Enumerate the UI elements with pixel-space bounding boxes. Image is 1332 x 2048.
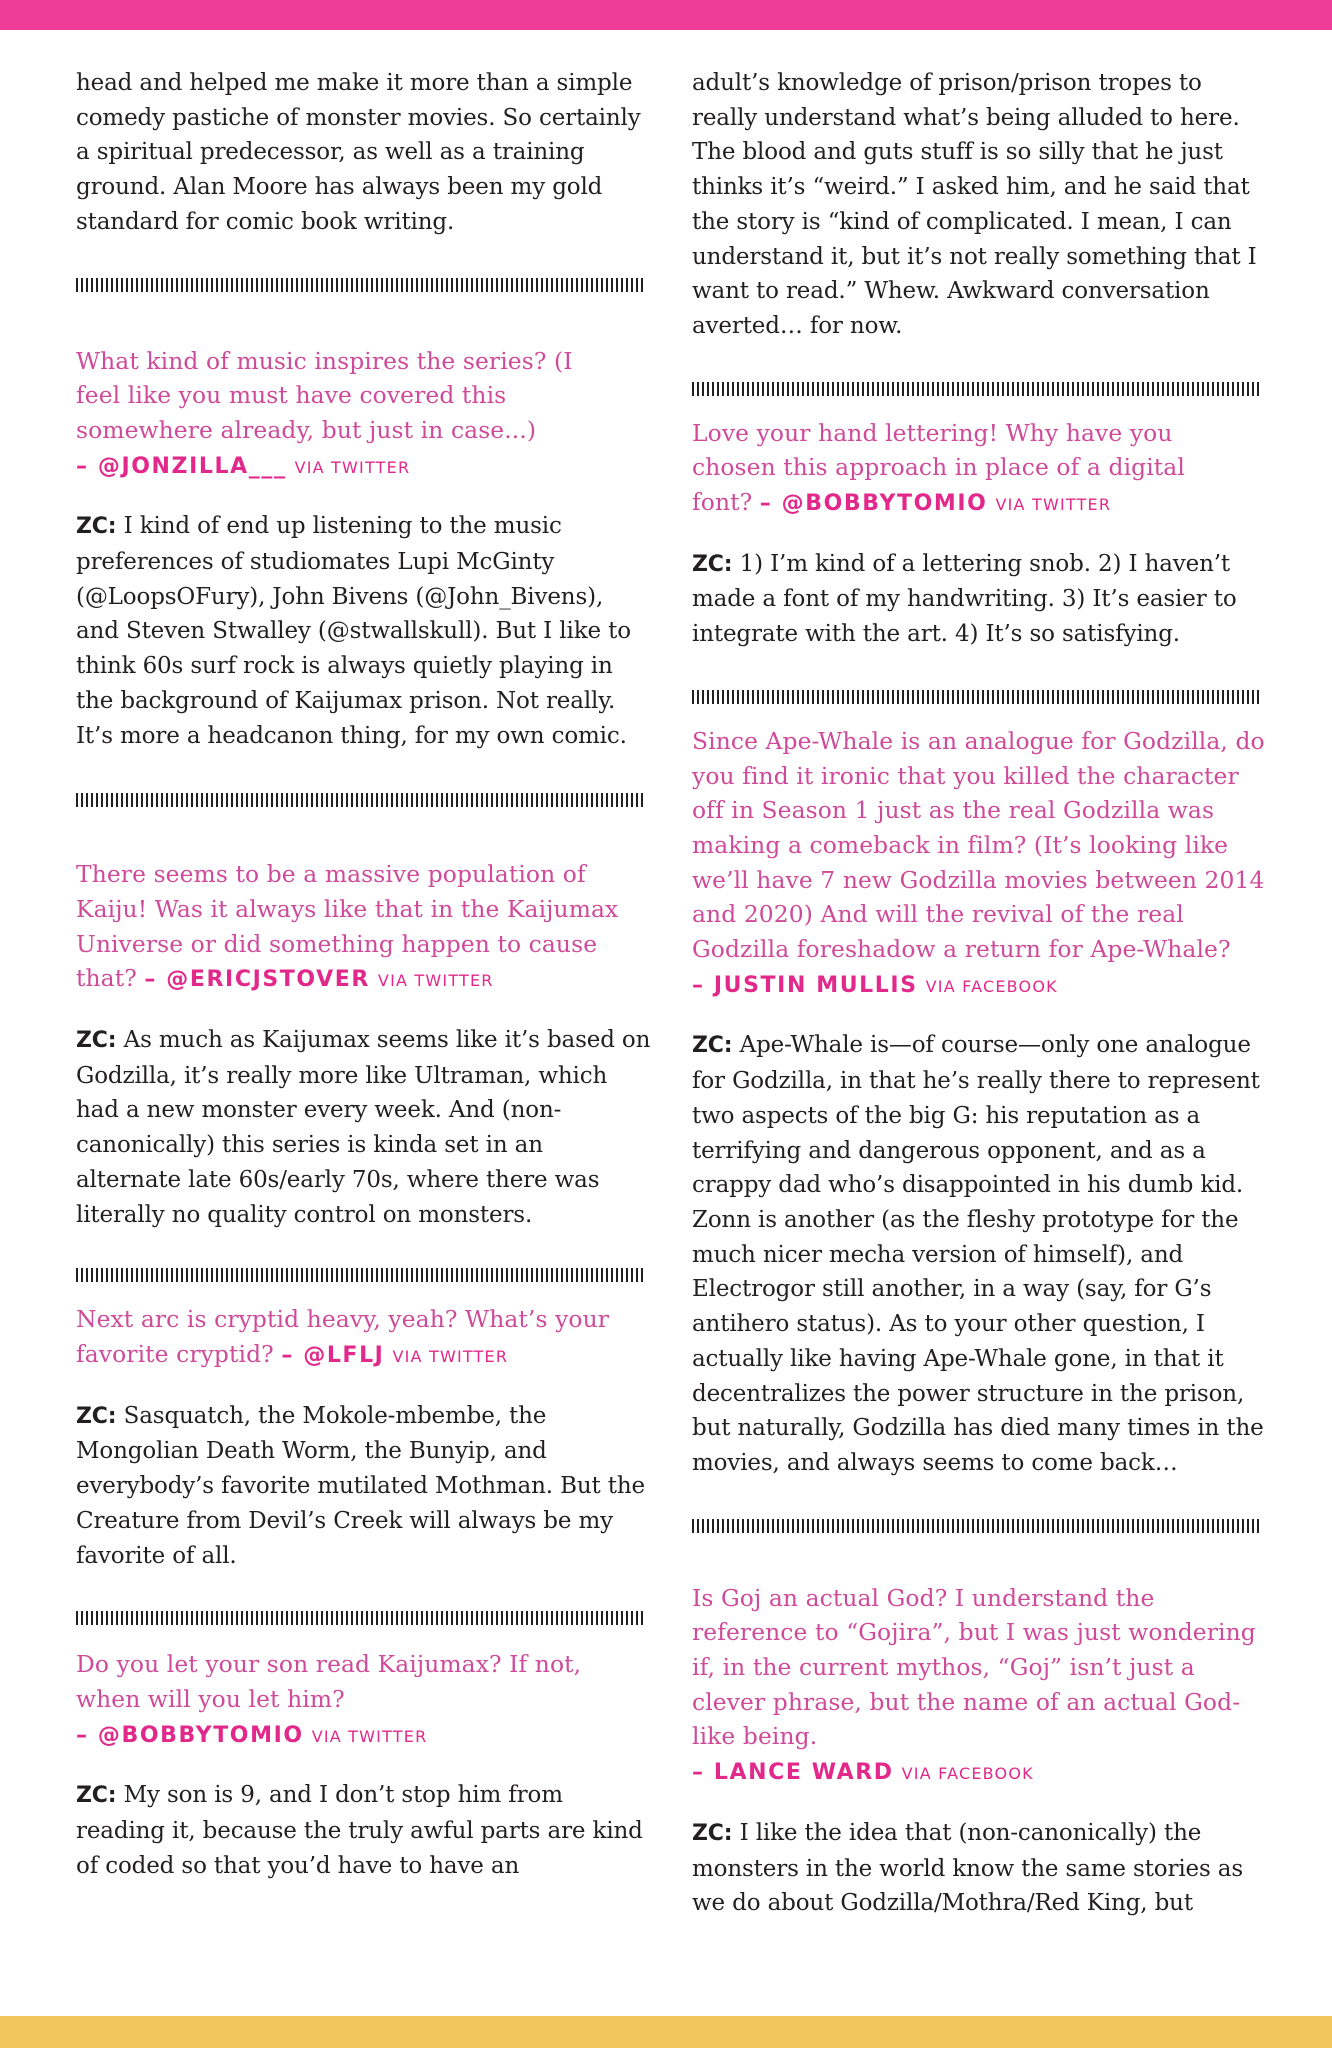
zc-label: ZC: bbox=[76, 1028, 117, 1054]
question-text: There seems to be a massive population of Kaiju! Was it always like that in the Kaijumax Universe or did something happen to cause that? – @ERICJSTOVER VIA TWITTER bbox=[76, 860, 619, 993]
section-divider bbox=[692, 382, 1260, 396]
section-divider bbox=[76, 1611, 644, 1625]
left-intro-text: head and helped me make it more than a simple comedy pastiche of monster movies. So certainly a spiritual predecessor, as well as a training ground. Alan Moore has always been my gold standard for comic book writing. bbox=[76, 70, 641, 235]
answer-text: ZC: I kind of end up listening to the music preferences of studiomates Lupi McGinty (@LoopsOFury), John Bivens (@John_Bivens), and Steven Stwalley (@stwallskull). But I like to think 60s surf rock is always quietly playing in the background of Kaijumax prison. Not really. It’s more a headcanon thing, for my own comic. bbox=[76, 513, 631, 749]
zc-label: ZC: bbox=[76, 514, 117, 540]
section-divider bbox=[76, 793, 644, 807]
qa-block-ape-whale bbox=[692, 724, 1267, 1481]
credit-handle: – @BOBBYTOMIO bbox=[759, 491, 988, 517]
credit-source: VIA FACEBOOK bbox=[925, 976, 1058, 996]
qa-block-goj bbox=[692, 1581, 1267, 1921]
credit-source: VIA TWITTER bbox=[311, 1726, 428, 1746]
zc-label: ZC: bbox=[692, 1033, 733, 1059]
section-divider bbox=[692, 1519, 1260, 1533]
section-divider bbox=[692, 690, 1260, 704]
answer-text: ZC: 1) I’m kind of a lettering snob. 2) I haven’t made a font of my handwriting. 3) It’s easier to integrate with the art. 4) It’s so satisfying. bbox=[692, 550, 1237, 648]
credit-handle: – @BOBBYTOMIO bbox=[76, 1722, 304, 1748]
question-text: Do you let your son read Kaijumax? If not, when will you let him? – @BOBBYTOMIO VIA TWITTER bbox=[76, 1650, 582, 1748]
credit-handle: – JUSTIN MULLIS bbox=[692, 972, 918, 998]
credit-source: VIA TWITTER bbox=[995, 495, 1112, 515]
credit-source: VIA FACEBOOK bbox=[901, 1764, 1034, 1784]
zc-label: ZC: bbox=[76, 1403, 117, 1429]
qa-block-cryptid bbox=[76, 1302, 651, 1573]
question-text: Love your hand lettering! Why have you chosen this approach in place of a digital font? – @BOBBYTOMIO VIA TWITTER bbox=[692, 418, 1185, 517]
question-text: Next arc is cryptid heavy, yeah? What’s your favorite cryptid? – @LFLJ VIA TWITTER bbox=[76, 1305, 610, 1368]
credit-source: VIA TWITTER bbox=[377, 971, 494, 991]
qa-block-son bbox=[76, 1647, 651, 1883]
question-text: What kind of music inspires the series? (I feel like you must have covered this somewhere already, but just in case...) – @JONZILLA___ VIA TWITTER bbox=[76, 346, 573, 479]
qa-block-kaiju-population bbox=[76, 857, 651, 1232]
right-column bbox=[692, 66, 1267, 1921]
credit-handle: – @JONZILLA___ bbox=[76, 453, 287, 479]
zc-label: ZC: bbox=[692, 551, 733, 577]
section-divider bbox=[76, 278, 644, 292]
answer-text: ZC: Sasquatch, the Mokole-mbembe, the Mongolian Death Worm, the Bunyip, and everybody’s favorite mutilated Mothman. But the Creature from Devil’s Creek will always be my favorite of all. bbox=[76, 1402, 645, 1569]
bottom-color-bar bbox=[0, 2016, 1332, 2048]
answer-text: ZC: I like the idea that (non-canonically) the monsters in the world know the same stories as we do about Godzilla/Mothra/Red King, but bbox=[692, 1819, 1244, 1917]
qa-block-lettering bbox=[692, 416, 1267, 652]
credit-handle: – LANCE WARD bbox=[692, 1760, 894, 1786]
zc-label: ZC: bbox=[76, 1783, 117, 1809]
right-intro-text: adult’s knowledge of prison/prison tropes to really understand what’s being alluded to here. The blood and guts stuff is so silly that he just thinks it’s “weird.” I asked him, and he said that the story is “kind of complicated. I mean, I can understand it, but it’s not really something that I want to read.” Whew. Awkward conversation averted… for now. bbox=[692, 70, 1257, 339]
top-color-bar bbox=[0, 0, 1332, 30]
credit-handle: – @LFLJ bbox=[281, 1342, 385, 1368]
qa-block-music bbox=[76, 344, 651, 754]
question-text: Is Goj an actual God? I understand the reference to “Gojira”, but I was just wondering if, in the current mythos, “Goj” isn’t just a clever phrase, but the name of an actual God-like being. – LANCE WARD VIA FACEBOOK bbox=[692, 1583, 1256, 1786]
question-text: Since Ape-Whale is an analogue for Godzilla, do you find it ironic that you killed the character off in Season 1 just as the real Godzilla was making a comeback in film? (It’s looking like we’ll have 7 new Godzilla movies between 2014 and 2020) And will the revival of the real Godzilla foreshadow a return for Ape-Whale? – JUSTIN MULLIS VIA FACEBOOK bbox=[692, 726, 1265, 998]
section-divider bbox=[76, 1268, 644, 1282]
answer-text: ZC: As much as Kaijumax seems like it’s based on Godzilla, it’s really more like Ultraman, which had a new monster every week. And (non-canonically) this series is kinda set in an alternate late 60s/early 70s, where there was literally no quality control on monsters. bbox=[76, 1027, 651, 1228]
answer-text: ZC: Ape-Whale is—of course—only one analogue for Godzilla, in that he’s really there to represent two aspects of the big G: his reputation as a terrifying and dangerous opponent, and as a crappy dad who’s disappointed in his dumb kid. Zonn is another (as the fleshy prototype for the much nicer mecha version of himself), and Electrogor still another, in a way (say, for G’s antihero status). As to your other question, I actually like having Ape-Whale gone, in that it decentralizes the power structure in the prison, but naturally, Godzilla has died many times in the movies, and always seems to come back… bbox=[692, 1032, 1264, 1476]
credit-source: VIA TWITTER bbox=[392, 1346, 509, 1366]
credit-handle: – @ERICJSTOVER bbox=[144, 967, 370, 993]
credit-source: VIA TWITTER bbox=[294, 457, 411, 477]
answer-text: ZC: My son is 9, and I don’t stop him from reading it, because the truly awful parts are kind of coded so that you’d have to have an bbox=[76, 1782, 643, 1879]
left-column bbox=[76, 66, 651, 1883]
zc-label: ZC: bbox=[692, 1820, 733, 1846]
